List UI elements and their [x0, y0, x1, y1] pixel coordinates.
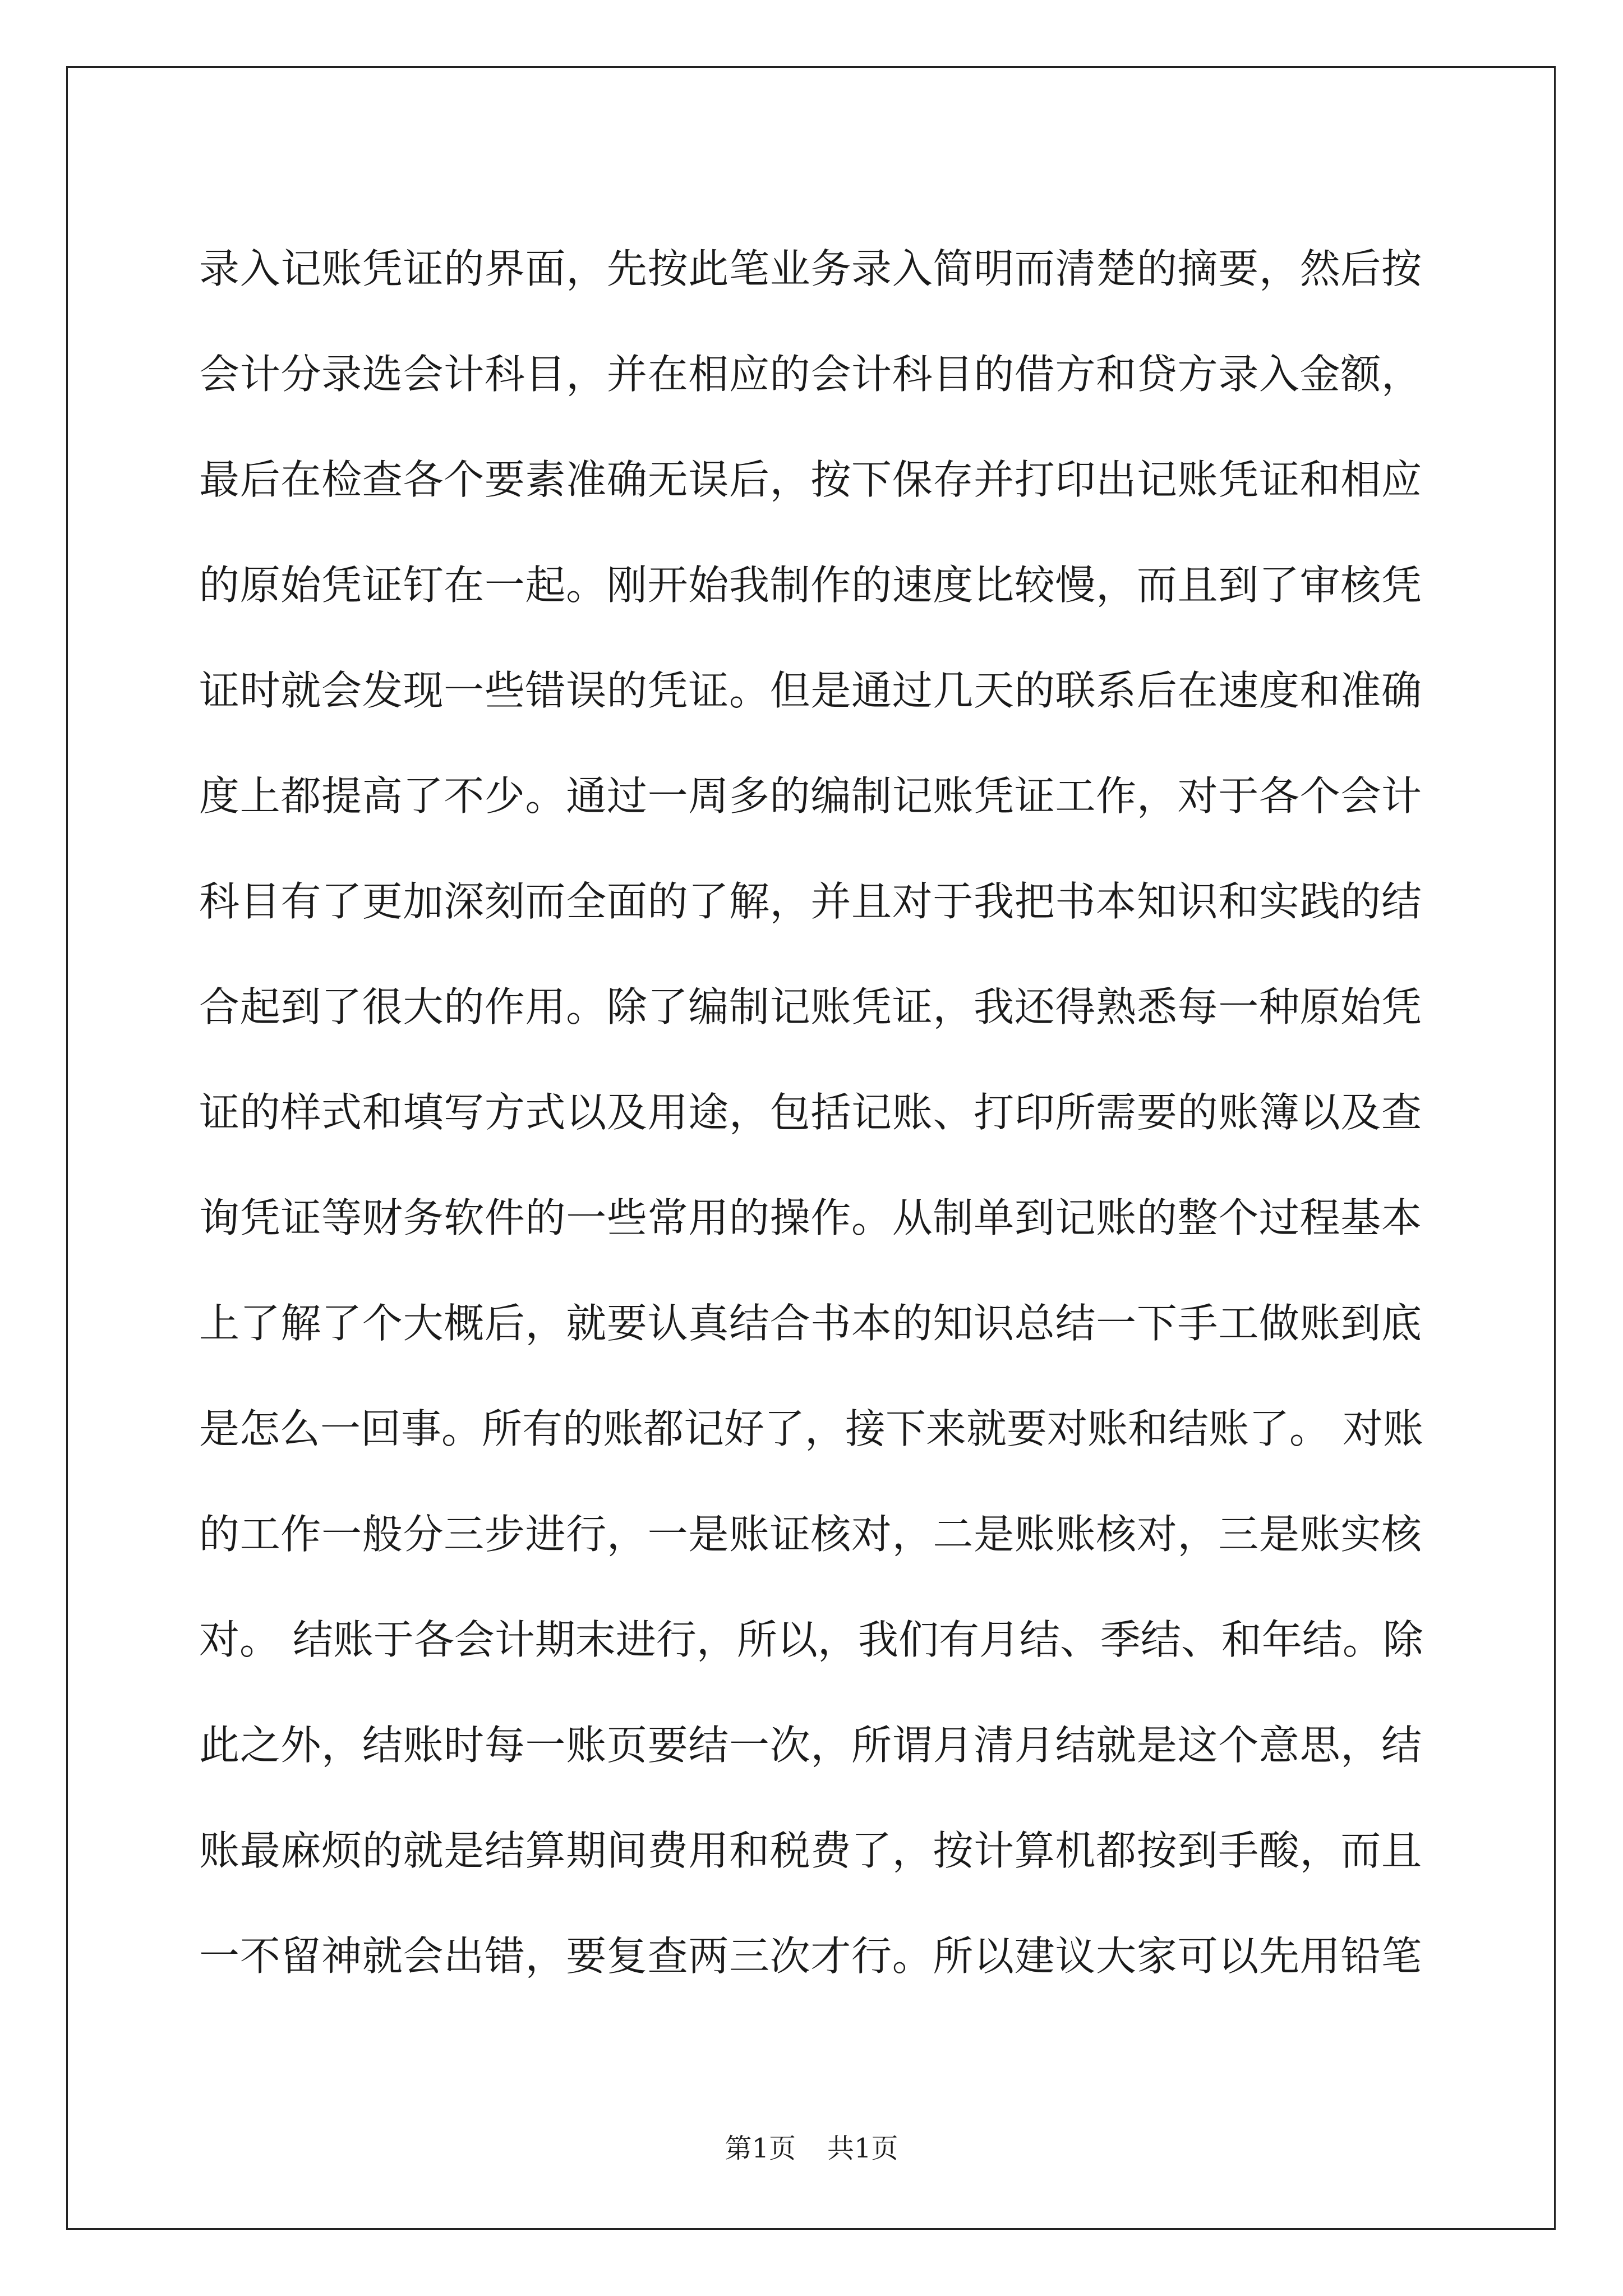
text-line: 录入记账凭证的界面，先按此笔业务录入简明而清楚的摘要，然后按 [199, 245, 1422, 292]
text-line: 证的样式和填写方式以及用途，包括记账、打印所需要的账簿以及查 [199, 1089, 1422, 1136]
text-line: 最后在检查各个要素准确无误后，按下保存并打印出记账凭证和相应 [199, 456, 1422, 503]
text-line: 对。 结账于各会计期末进行，所以，我们有月结、季结、和年结。除 [199, 1616, 1423, 1663]
text-line: 上了解了个大概后，就要认真结合书本的知识总结一下手工做账到底 [199, 1300, 1422, 1347]
text-line: 证时就会发现一些错误的凭证。但是通过几天的联系后在速度和准确 [199, 667, 1422, 714]
text-line: 询凭证等财务软件的一些常用的操作。从制单到记账的整个过程基本 [199, 1194, 1422, 1241]
body-text [199, 216, 1422, 2009]
text-line: 此之外，结账时每一账页要结一次，所谓月清月结就是这个意思，结 [199, 1722, 1422, 1769]
text-line: 度上都提高了不少。通过一周多的编制记账凭证工作，对于各个会计 [199, 772, 1422, 820]
page-number-current: 第1页 [725, 2133, 796, 2164]
text-line: 的原始凭证钉在一起。刚开始我制作的速度比较慢，而且到了审核凭 [199, 562, 1422, 609]
page-footer [0, 2132, 1623, 2165]
page-number-total: 共1页 [827, 2133, 898, 2164]
text-line: 账最麻烦的就是结算期间费用和税费了，按计算机都按到手酸，而且 [199, 1827, 1422, 1874]
text-line: 一不留神就会出错，要复查两三次才行。所以建议大家可以先用铅笔 [199, 1932, 1422, 1980]
text-line: 是怎么一回事。所有的账都记好了，接下来就要对账和结账了。 对账 [199, 1405, 1423, 1452]
text-line: 的工作一般分三步进行，一是账证核对，二是账账核对，三是账实核 [199, 1511, 1422, 1558]
text-line: 科目有了更加深刻而全面的了解，并且对于我把书本知识和实践的结 [199, 878, 1422, 925]
text-line: 合起到了很大的作用。除了编制记账凭证，我还得熟悉每一种原始凭 [199, 983, 1422, 1030]
text-line: 会计分录选会计科目，并在相应的会计科目的借方和贷方录入金额， [199, 351, 1422, 398]
